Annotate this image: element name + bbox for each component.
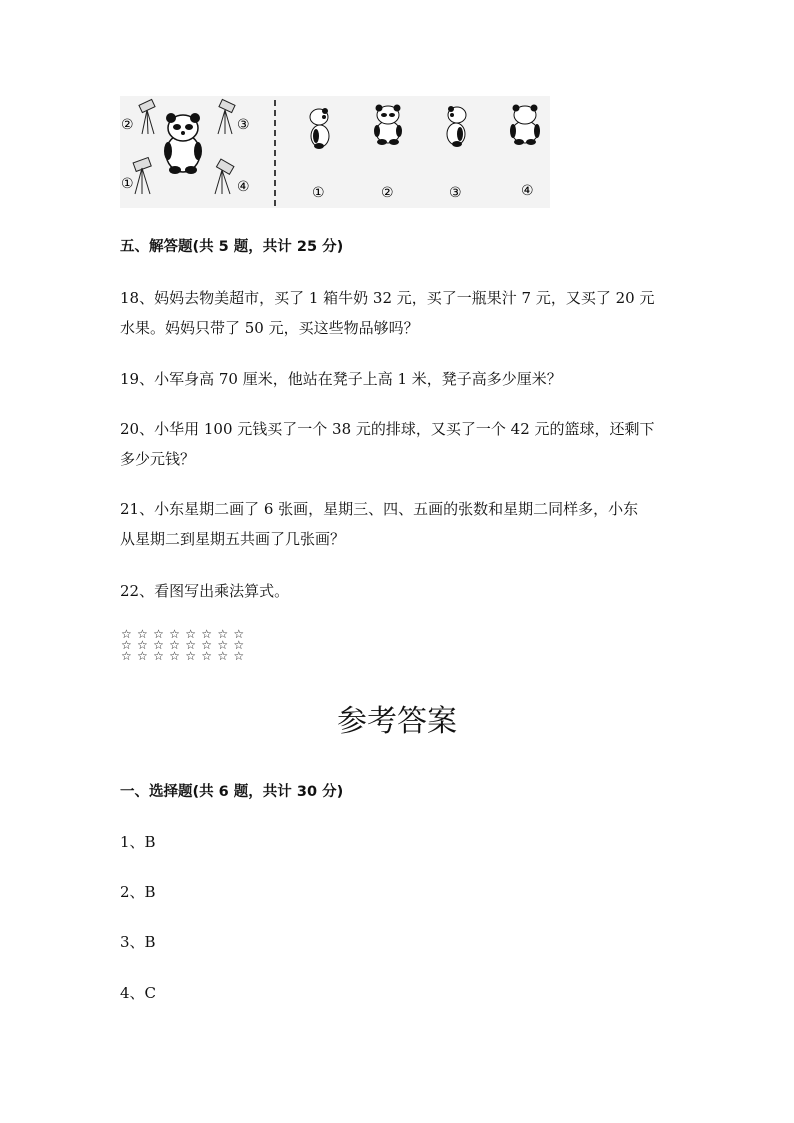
question-21-line-1: 21、小东星期二画了 6 张画，星期三、四、五画的张数和星期二同样多，小东 — [120, 500, 639, 518]
figure-label-left-3: ③ — [237, 117, 250, 133]
panda-icon-view-1 — [310, 108, 329, 149]
panda-icon-view-3 — [447, 106, 466, 147]
star-row: ☆☆☆☆☆☆☆☆ — [121, 649, 250, 663]
panda-icon-center — [164, 113, 202, 174]
answer-key-title: 参考答案 — [337, 704, 457, 739]
question-21-line-2: 从星期二到星期五共画了几张画？ — [120, 530, 346, 548]
panda-camera-figure — [120, 96, 550, 208]
star-grid — [121, 629, 261, 662]
figure-label-left-1: ① — [121, 176, 134, 192]
question-18-line-2: 水果。妈妈只带了 50 元，买这些物品够吗？ — [120, 319, 419, 337]
camera-icon-2 — [139, 99, 155, 134]
question-22: 22、看图写出乘法算式。 — [120, 582, 290, 600]
panda-icon-view-2 — [374, 105, 402, 146]
answer-item: 2、B — [120, 883, 156, 901]
camera-icon-3 — [218, 99, 235, 134]
section-1-heading: 一、选择题(共 6 题，共计 30 分) — [120, 784, 344, 800]
question-20-line-1: 20、小华用 100 元钱买了一个 38 元的排球，又买了一个 42 元的篮球，还剩下 — [120, 420, 655, 438]
answer-item: 4、C — [120, 984, 157, 1002]
figure-label-right-3: ③ — [449, 185, 462, 201]
panda-camera-illustration — [120, 96, 550, 208]
figure-label-right-2: ② — [381, 185, 394, 201]
figure-label-left-4: ④ — [237, 179, 250, 195]
section-5-heading: 五、解答题(共 5 题，共计 25 分) — [120, 239, 344, 255]
camera-icon-4 — [215, 159, 234, 194]
camera-icon-1 — [133, 158, 151, 194]
star-row: ☆☆☆☆☆☆☆☆ — [121, 627, 250, 641]
question-18-line-1: 18、妈妈去物美超市，买了 1 箱牛奶 32 元，买了一瓶果汁 7 元，又买了 20 元 — [120, 289, 655, 307]
figure-label-left-2: ② — [121, 117, 134, 133]
answer-item: 3、B — [120, 933, 156, 951]
star-row: ☆☆☆☆☆☆☆☆ — [121, 638, 250, 652]
answer-item: 1、B — [120, 833, 156, 851]
panda-icon-view-4 — [510, 105, 540, 146]
figure-label-right-1: ① — [312, 185, 325, 201]
question-20-line-2: 多少元钱？ — [120, 450, 196, 468]
figure-label-right-4: ④ — [521, 183, 534, 199]
question-19: 19、小军身高 70 厘米，他站在凳子上高 1 米，凳子高多少厘米？ — [120, 370, 562, 388]
